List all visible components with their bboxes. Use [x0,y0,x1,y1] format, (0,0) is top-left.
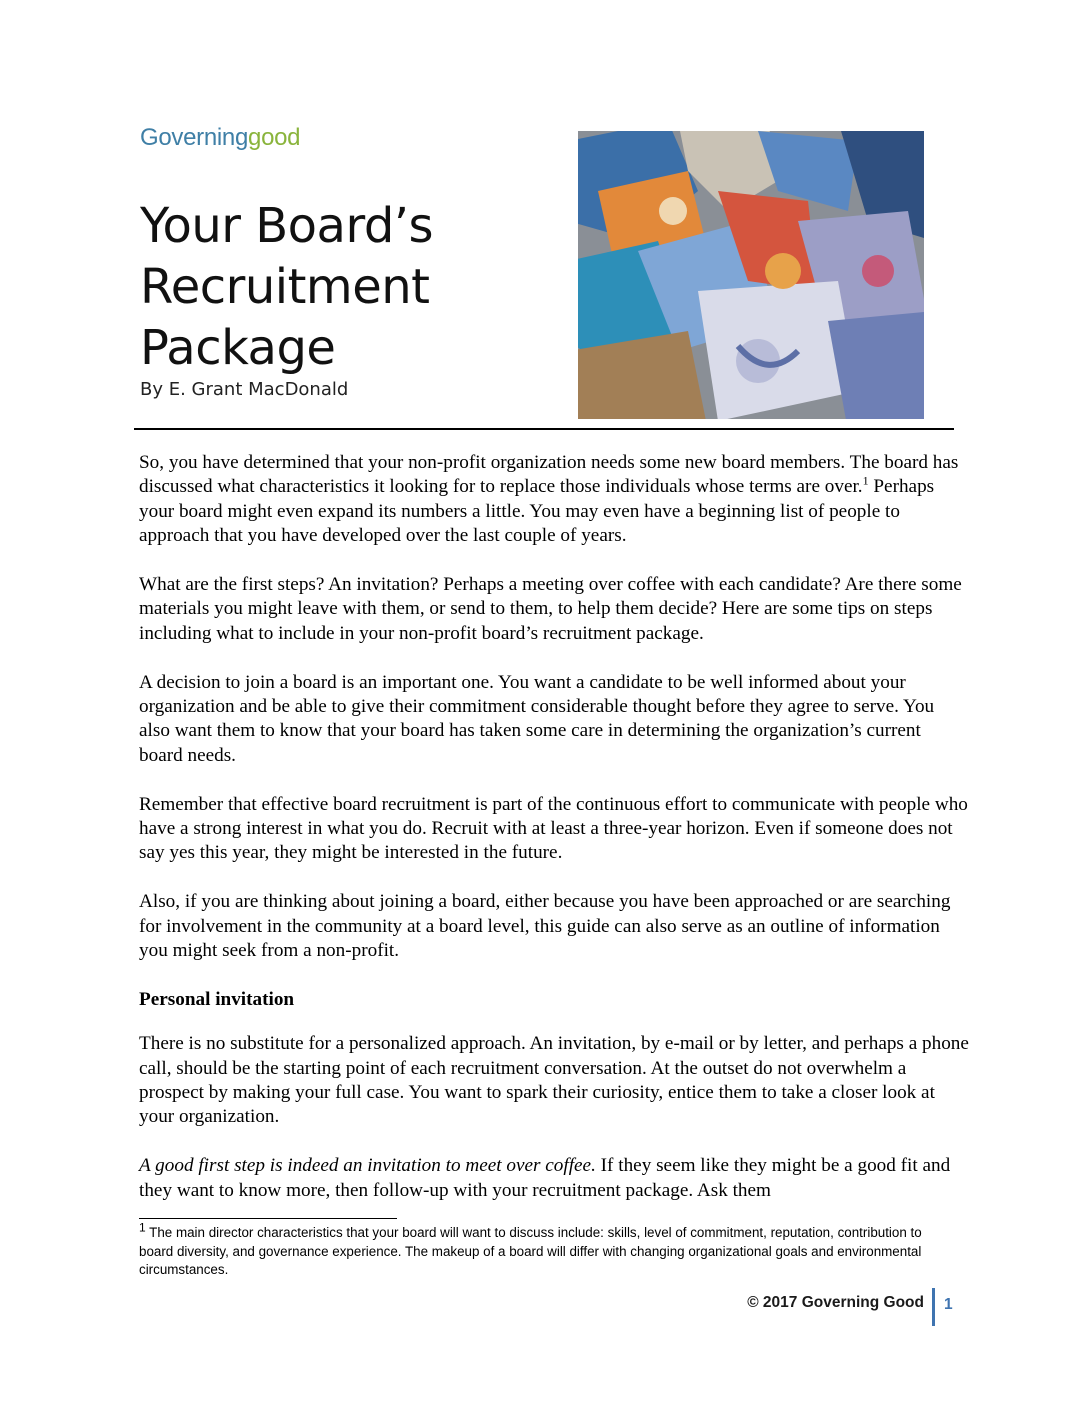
footnote-marker: 1 [139,1220,146,1235]
paragraph-6: There is no substitute for a personalized approach. An invitation, by e-mail or by letter, and perhaps a phone call, should be the starting point of each recruitment conversation. At the outset do not overwhelm a prospect by making your full case. You want to spark their curiosity, entice them to take a closer look at your organization. [139,1033,969,1128]
section-heading-personal-invitation: Personal invitation [139,988,295,1010]
governing-good-logo [140,124,300,152]
paragraph-2: What are the first steps? An invitation? Perhaps a meeting over coffee with each candidate? Are there some materials you might leave with them, or send to them, to help them decide? Here are some tips on steps including what to include in your non-profit board’s recruitment package. [139,574,962,644]
paragraph-3: A decision to join a board is an important one. You want a candidate to be well informed about your organization and be able to give their commitment considerable thought before they agree to serve. You also want them to know that your board has taken some care in determining the organization’s current board needs. [139,671,935,766]
title-line-1: Your Board’s [140,198,434,254]
title-divider [134,428,954,430]
footnote-separator [139,1218,397,1219]
logo-word-governing: Governing [140,124,249,151]
puzzle-pieces-photo-icon [578,131,924,419]
puzzle-pieces-image [578,131,924,419]
paragraph-4: Remember that effective board recruitment is part of the continuous effort to communicate with people who have a strong interest in what you do. Recruit with at least a three-year horizon. Even if someone does not say yes this year, they might be interested in the future. [139,793,968,864]
footer-accent-bar [932,1288,935,1326]
page-number: 1 [944,1296,953,1313]
document-title [140,196,560,379]
footnote-text: The main director characteristics that your board will want to discuss include: skills, level of commitment, reputation, contribution to board diversity, and governance experience. The makeup of a board will differ with changing organizational goals and environmental circumstances. [139,1225,922,1277]
article-body [139,451,969,1227]
paragraph-1: So, you have determined that your non-profit organization needs some new board members. The board has discussed what characteristics it looking for to replace those individuals whose terms are over.$^1$ Perhaps your board might even expand its numbers a little. You may even have a beginning list of people to approach that you have developed over the last couple of years. [139,452,959,547]
footer-copyright: © 2017 Governing Good [747,1294,924,1311]
title-line-3: Package [140,320,336,376]
footnote-reference[interactable]: 1 [862,474,869,489]
paragraph-5: Also, if you are thinking about joining a board, either because you have been approached or are searching for involvement in the community at a board level, this guide can also serve as an outline of information you might seek from a non-profit. [139,891,951,962]
logo-word-good: good [248,124,301,151]
footnote [139,1220,959,1280]
paragraph-7: A good first step is indeed an invitation to meet over coffee. If they seem like they might be a good fit and they want to know more, then follow-up with your recruitment package. Ask them [139,1155,951,1201]
title-line-2: Recruitment [140,259,430,315]
author-byline: By E. Grant MacDonald [140,379,349,400]
